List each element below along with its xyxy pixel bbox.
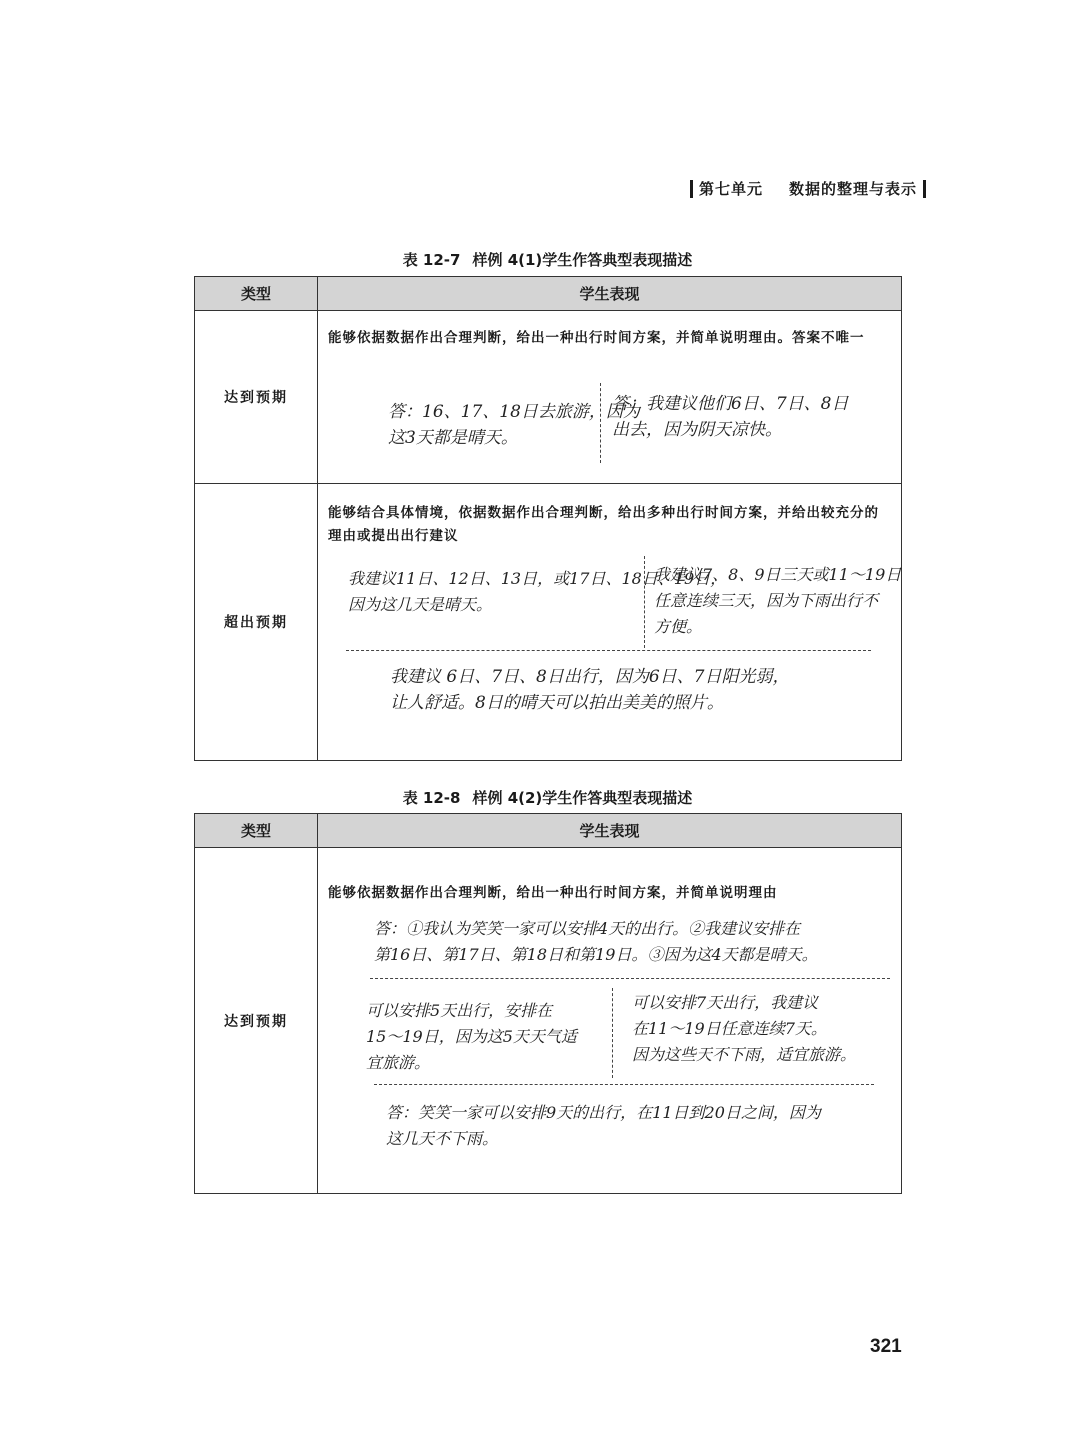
row-description: 能够结合具体情境，依据数据作出合理判断，给出多种出行时间方案，并给出较充分的理由或提出出行建议 (328, 505, 879, 544)
handwritten-answer: 我建议7、8、9日三天或11～19日 任意连续三天，因为下雨出行不 方便。 (654, 565, 902, 636)
table-row (195, 848, 902, 1194)
row-performance (318, 484, 902, 761)
header-performance: 学生表现 (318, 814, 902, 848)
running-head-bar-right (923, 180, 926, 198)
row-type: 达到预期 (195, 848, 318, 1194)
table-12-7 (194, 276, 902, 761)
table-row (195, 484, 902, 761)
answer-divider (612, 988, 613, 1078)
row-description: 能够依据数据作出合理判断，给出一种出行时间方案，并简单说明理由 (328, 885, 778, 901)
table-row (195, 311, 902, 484)
running-head-title: 数据的整理与表示 (789, 180, 918, 198)
handwritten-answer: 答：笑笑一家可以安排9天的出行，在11日到20日之间，因为 这几天不下雨。 (386, 1103, 821, 1148)
running-head-unit: 第七单元 (699, 180, 764, 198)
table-12-7-number: 表 12-7 (402, 251, 461, 269)
table-header-row (195, 814, 902, 848)
row-type: 超出预期 (195, 484, 318, 761)
handwritten-answer: 可以安排5天出行，安排在 15～19日，因为这5天天气适 宜旅游。 (366, 1001, 577, 1072)
row-performance (318, 848, 902, 1194)
header-type: 类型 (195, 277, 318, 311)
table-12-8-caption (194, 787, 901, 808)
row-performance (318, 311, 902, 484)
handwritten-answer: 我建议 6日、7日、8日出行，因为6日、7日阳光弱， 让人舒适。8日的晴天可以拍出美美的照片。 (390, 667, 790, 713)
answer-divider-horizontal (370, 978, 890, 979)
header-type: 类型 (195, 814, 318, 848)
answer-divider (600, 383, 601, 463)
answer-divider-horizontal (346, 650, 871, 651)
running-head (690, 178, 950, 199)
page-number: 321 (870, 1336, 902, 1357)
answer-divider (644, 556, 645, 648)
handwritten-answer: 答：我建议他们6日、7日、8日 出去，因为阴天凉快。 (612, 394, 849, 440)
table-12-8-title: 样例 4(2)学生作答典型表现描述 (472, 789, 693, 807)
row-type: 达到预期 (195, 311, 318, 484)
handwritten-answer: 答：①我认为笑笑一家可以安排4天的出行。②我建议安排在 第16日、第17日、第18日和第19日。③因为这4天都是晴天。 (374, 919, 818, 964)
header-performance: 学生表现 (318, 277, 902, 311)
handwritten-answer: 我建议11日、12日、13日，或17日、18日、19日， 因为这几天是晴天。 (348, 569, 727, 614)
table-12-8-number: 表 12-8 (402, 789, 461, 807)
handwritten-answer: 可以安排7天出行，我建议 在11～19日任意连续7天。 因为这些天不下雨，适宜旅游。 (632, 993, 857, 1064)
table-header-row (195, 277, 902, 311)
table-12-8 (194, 813, 902, 1194)
answer-divider-horizontal (374, 1084, 874, 1085)
table-12-7-caption (194, 249, 901, 270)
table-12-7-title: 样例 4(1)学生作答典型表现描述 (472, 251, 693, 269)
row-description: 能够依据数据作出合理判断，给出一种出行时间方案，并简单说明理由。答案不唯一 (328, 330, 865, 346)
handwritten-answer: 答：16、17、18日去旅游，因为 这3天都是晴天。 (388, 402, 640, 448)
